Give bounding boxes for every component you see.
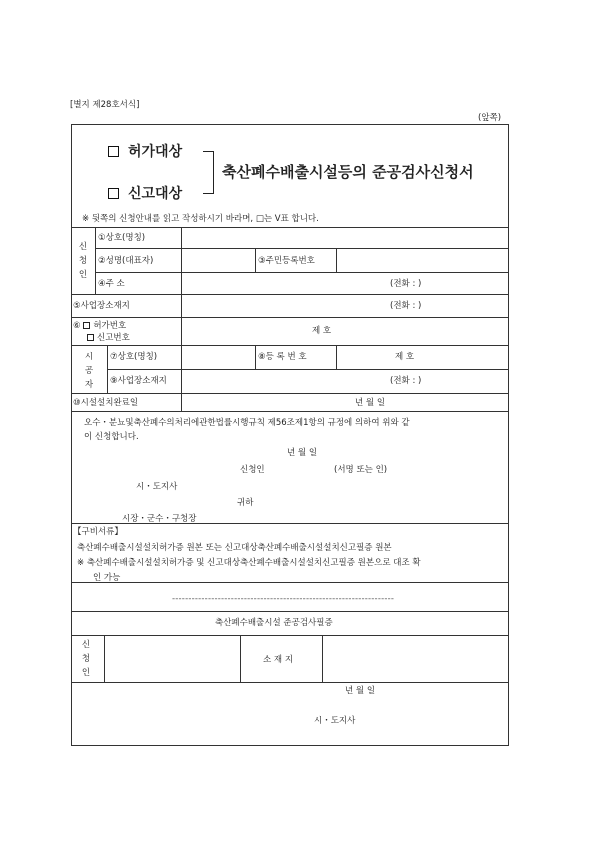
permit-prefix: ⑥: [73, 321, 81, 331]
declaration-date: 년 월 일: [287, 448, 318, 458]
declaration-line1: 오수・분뇨및축산폐수의처리에관한법률시행규칙 제56조제1항의 규정에 의하여 위와 같: [84, 418, 410, 428]
builder-location-label: ⑨사업장소재지: [110, 376, 167, 386]
certificate-applicant-field[interactable]: [105, 636, 240, 682]
name-label: ②성명(대표자): [98, 256, 154, 266]
site-location-label: ⑤사업장소재지: [73, 301, 130, 311]
recipient-governor: 시・도지사: [136, 482, 178, 492]
rule: [95, 227, 96, 294]
registration-number-text: 제 호: [395, 352, 415, 362]
documents-heading: 【구비서류】: [73, 527, 123, 537]
option-report-label: 신고대상: [128, 186, 183, 202]
rule: [71, 345, 509, 346]
completion-date: 년 월 일: [355, 398, 386, 408]
resident-id-label: ③주민등록번호: [258, 256, 315, 266]
rule: [71, 393, 509, 394]
documents-note-line2: 인 가능: [93, 573, 121, 583]
rule: [71, 294, 509, 295]
rule: [71, 582, 509, 583]
certificate-applicant-label: [80, 638, 92, 680]
rule: [107, 369, 509, 370]
rule: [255, 248, 256, 272]
builder-name-field[interactable]: [182, 346, 255, 369]
applicant-phone: (전화 : ): [390, 279, 422, 289]
builder-section-text: 시공자: [84, 352, 94, 390]
form-title: 축산폐수배출시설등의 준공검사신청서: [222, 163, 474, 181]
recipient-mayor: 시장・군수・구청장: [122, 514, 197, 524]
business-name-field[interactable]: [182, 228, 508, 248]
certificate-issuer: 시・도지사: [314, 716, 356, 726]
report-number-row: [87, 334, 130, 343]
rule: [255, 345, 256, 369]
resident-id-field[interactable]: [337, 249, 508, 272]
rule: [71, 682, 509, 683]
permit-number-label: 허가번호: [93, 321, 127, 331]
builder-section-label: [83, 350, 95, 392]
declaration-applicant: 신청인: [240, 465, 265, 475]
bracket-connector: [203, 151, 214, 194]
declaration-line2: 이 신청합니다.: [84, 432, 139, 442]
certificate-title: 축산폐수배출시설 준공검사필증: [215, 618, 333, 628]
address-label: ④주 소: [98, 279, 125, 289]
report-number-checkbox[interactable]: [87, 334, 94, 341]
notice-text: ※ 뒷쪽의 신청안내를 읽고 작성하시기 바라며, □는 V표 합니다.: [82, 214, 319, 224]
builder-name-label: ⑦상호(명칭): [110, 352, 158, 362]
rule: [240, 635, 241, 682]
rule: [107, 345, 108, 393]
completion-label: ⑩시설설치완료일: [73, 398, 139, 408]
builder-phone: (전화 : ): [390, 376, 422, 386]
documents-note-line1: ※ 축산폐수배출시설설치허가증 및 신고대상축산폐수배출시설설치신고필증 원본으로 대조 확: [77, 558, 421, 568]
rule: [71, 611, 509, 612]
permit-checkbox[interactable]: [108, 146, 119, 157]
permit-number-row: [73, 322, 126, 331]
applicant-section-label: [77, 240, 89, 282]
permit-number-text: 제 호: [312, 326, 332, 336]
option-permit-label: 허가대상: [128, 144, 183, 160]
rule: [71, 411, 509, 412]
business-name-label: ①상호(명칭): [98, 233, 146, 243]
signature-note: (서명 또는 인): [334, 465, 388, 475]
site-phone: (전화 : ): [390, 301, 422, 311]
rule: [71, 317, 509, 318]
certificate-date: 년 월 일: [345, 686, 376, 696]
page-side-label: (앞쪽): [478, 113, 502, 123]
documents-item1: 축산폐수배출시설설치허가증 원본 또는 신고대상축산폐수배출시설설치신고필증 원본: [77, 543, 392, 553]
applicant-section-text: 신청인: [78, 242, 88, 280]
permit-number-checkbox[interactable]: [83, 322, 90, 329]
certificate-location-label: 소 재 지: [263, 655, 294, 665]
rule: [336, 345, 337, 369]
report-number-label: 신고번호: [97, 333, 130, 343]
certificate-applicant-text: 신청인: [81, 640, 91, 678]
registration-label: ⑧등 록 번 호: [258, 352, 307, 362]
certificate-location-field[interactable]: [323, 636, 508, 682]
cut-line: --------------------------------------------------------------------: [172, 594, 395, 604]
honorific: 귀하: [237, 498, 254, 508]
form-number: [별지 제28호서식]: [70, 100, 140, 110]
name-field[interactable]: [182, 249, 255, 272]
report-checkbox[interactable]: [108, 188, 119, 199]
rule: [95, 272, 509, 273]
